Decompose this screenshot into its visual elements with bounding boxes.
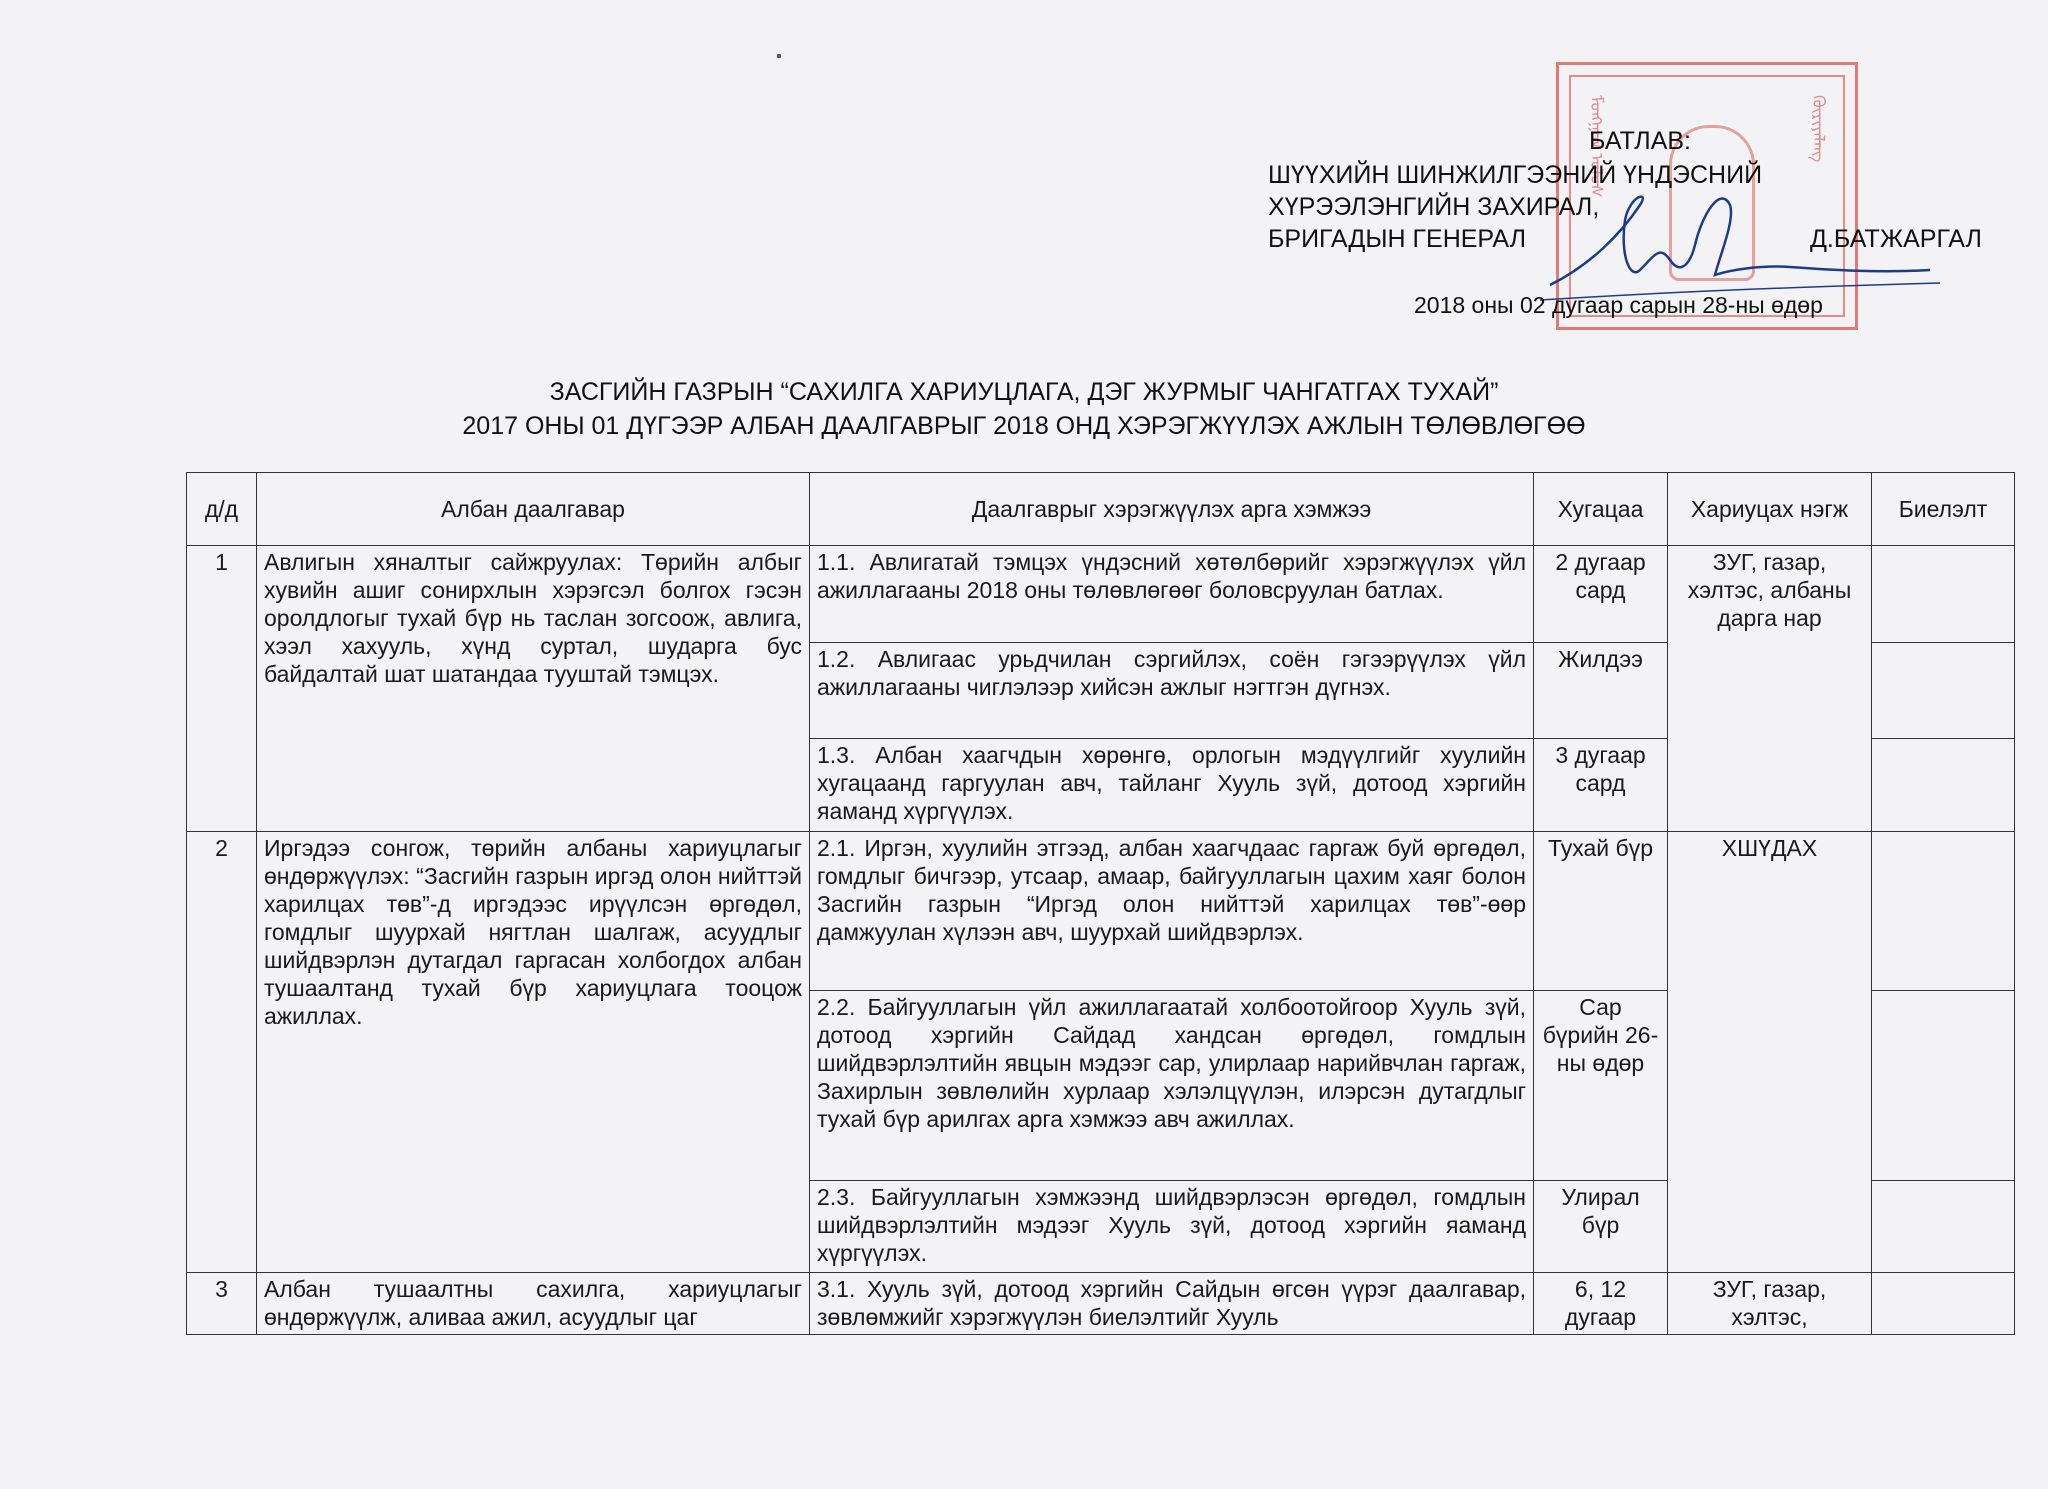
- approval-date: 2018 оны 02 дугаар сарын 28-ны өдөр: [1414, 292, 1823, 318]
- deadline-text: 3 дугаар сард: [1534, 739, 1668, 832]
- header-deadline: Хугацаа: [1534, 473, 1668, 546]
- status-cell: [1872, 1273, 2015, 1335]
- header-measures: Даалгаврыг хэрэгжүүлэх арга хэмжээ: [810, 473, 1534, 546]
- table-row: [187, 546, 2015, 643]
- responsible-unit: ХШҮДАХ: [1668, 832, 1872, 1273]
- task-text: Авлигын хяналтыг сайжруулах: Төрийн албыг хувийн ашиг сонирхлын хэрэгсэл болгох гэсэн оролдлогыг тухай бүр нь таслан зогсоож, авлига, хээл хахууль, хүнд суртал, шударга бус байдалтай шат шатандаа тууштай тэмцэх.: [257, 546, 810, 832]
- task-text: Иргэдээ сонгож, төрийн албаны хариуцлагыг өндөржүүлэх: “Засгийн газрын иргэд олон нийттэй харилцах төв”-д иргэдээс ирүүлсэн өргөдөл, гомдлыг шуурхай нягтлан шалгаж, асуудлыг шийдвэрлэн дутагдал гаргасан холбогдох албан тушаалтанд тухай бүр хариуцлага тооцож ажиллах.: [257, 832, 810, 1273]
- status-cell: [1872, 991, 2015, 1181]
- status-cell: [1872, 1181, 2015, 1273]
- table-header-row: [187, 473, 2015, 546]
- row-number: 3: [187, 1273, 257, 1335]
- measure-text: 2.2. Байгууллагын үйл ажиллагаатай холбоотойгоор Хууль зүй, дотоод хэргийн Сайдад хандсан өргөдөл, гомдлын шийдвэрлэлтийн явцын мэдээг сар, улирлаар нарийвчлан гаргаж, Захирлын зөвлөлийн хурлаар хэлэлцүүлэн, илэрсэн дутагдлыг тухай бүр арилгах арга хэмжээ авч ажиллах.: [810, 991, 1534, 1181]
- measure-text: 1.3. Албан хаагчдын хөрөнгө, орлогын мэдүүлгийг хуулийн хугацаанд гаргуулан авч, тайланг Хууль зүй, дотоод хэргийн яаманд хүргүүлэх.: [810, 739, 1534, 832]
- deadline-text: 2 дугаар сард: [1534, 546, 1668, 643]
- row-number: 1: [187, 546, 257, 832]
- table-row: [187, 832, 2015, 991]
- row-number: 2: [187, 832, 257, 1273]
- deadline-text: Жилдээ: [1534, 643, 1668, 739]
- deadline-text: Улирал бүр: [1534, 1181, 1668, 1273]
- responsible-unit: ЗУГ, газар, хэлтэс, албаны дарга нар: [1668, 546, 1872, 832]
- plan-table: [186, 472, 2015, 1335]
- header-task: Албан даалгавар: [257, 473, 810, 546]
- scan-speck: ▪: [776, 48, 782, 65]
- approver-name: Д.БАТЖАРГАЛ: [1810, 225, 1982, 253]
- approval-label: БАТЛАВ:: [1589, 127, 1692, 155]
- task-text: Албан тушаалтны сахилга, хариуцлагыг өндөржүүлж, аливаа ажил, асуудлыг цаг: [257, 1273, 810, 1335]
- measure-text: 1.2. Авлигаас урьдчилан сэргийлэх, соён гэгээрүүлэх үйл ажиллагааны чиглэлээр хийсэн ажлыг нэгтгэн дүгнэх.: [810, 643, 1534, 739]
- approval-position-line2: ХҮРЭЭЛЭНГИЙН ЗАХИРАЛ,: [1268, 193, 1600, 221]
- approval-rank: БРИГАДЫН ГЕНЕРАЛ: [1268, 225, 1527, 253]
- header-num: д/д: [187, 473, 257, 546]
- deadline-text: 6, 12 дугаар: [1534, 1273, 1668, 1335]
- document-title-line2: 2017 ОНЫ 01 ДҮГЭЭР АЛБАН ДААЛГАВРЫГ 2018 ОНД ХЭРЭГЖҮҮЛЭХ АЖЛЫН ТӨЛӨВЛӨГӨӨ: [462, 412, 1586, 440]
- measure-text: 3.1. Хууль зүй, дотоод хэргийн Сайдын өгсөн үүрэг даалгавар, зөвлөмжийг хэрэгжүүлэн биелэлтийг Хууль: [810, 1273, 1534, 1335]
- measure-text: 2.1. Иргэн, хуулийн этгээд, албан хаагчдаас гаргаж буй өргөдөл, гомдлыг бичгээр, утсаар, амаар, байгууллагын цахим хаяг болон Засгийн газрын “Иргэд олон нийттэй харилцах төв”-өөр дамжуулан хүлээн авч, шуурхай шийдвэрлэх.: [810, 832, 1534, 991]
- deadline-text: Тухай бүр: [1534, 832, 1668, 991]
- measure-text: 1.1. Авлигатай тэмцэх үндэсний хөтөлбөрийг хэрэгжүүлэх үйл ажиллагааны 2018 оны төлөвлөгөөг боловсруулан батлах.: [810, 546, 1534, 643]
- approval-position-line1: ШҮҮХИЙН ШИНЖИЛГЭЭНИЙ ҮНДЭСНИЙ: [1268, 161, 1763, 189]
- measure-text: 2.3. Байгууллагын хэмжээнд шийдвэрлэсэн өргөдөл, гомдлын шийдвэрлэлтийн мэдээг Хууль зүй, дотоод хэргийн яаманд хүргүүлэх.: [810, 1181, 1534, 1273]
- deadline-text: Сар бүрийн 26-ны өдөр: [1534, 991, 1668, 1181]
- status-cell: [1872, 832, 2015, 991]
- header-status: Биелэлт: [1872, 473, 2015, 546]
- responsible-unit: ЗУГ, газар, хэлтэс,: [1668, 1273, 1872, 1335]
- table-row: [187, 1273, 2015, 1335]
- seal-stamp-icon: ᠮᠣᠩᠭᠣᠯ ᠤᠯᠤᠰ ᠬᠦᠷᠢᠶᠡᠯᠡᠩ: [1556, 62, 1858, 330]
- status-cell: [1872, 546, 2015, 643]
- status-cell: [1872, 643, 2015, 739]
- status-cell: [1872, 739, 2015, 832]
- header-unit: Хариуцах нэгж: [1668, 473, 1872, 546]
- document-title-line1: ЗАСГИЙН ГАЗРЫН “САХИЛГА ХАРИУЦЛАГА, ДЭГ ЖУРМЫГ ЧАНГАТГАХ ТУХАЙ”: [549, 378, 1499, 406]
